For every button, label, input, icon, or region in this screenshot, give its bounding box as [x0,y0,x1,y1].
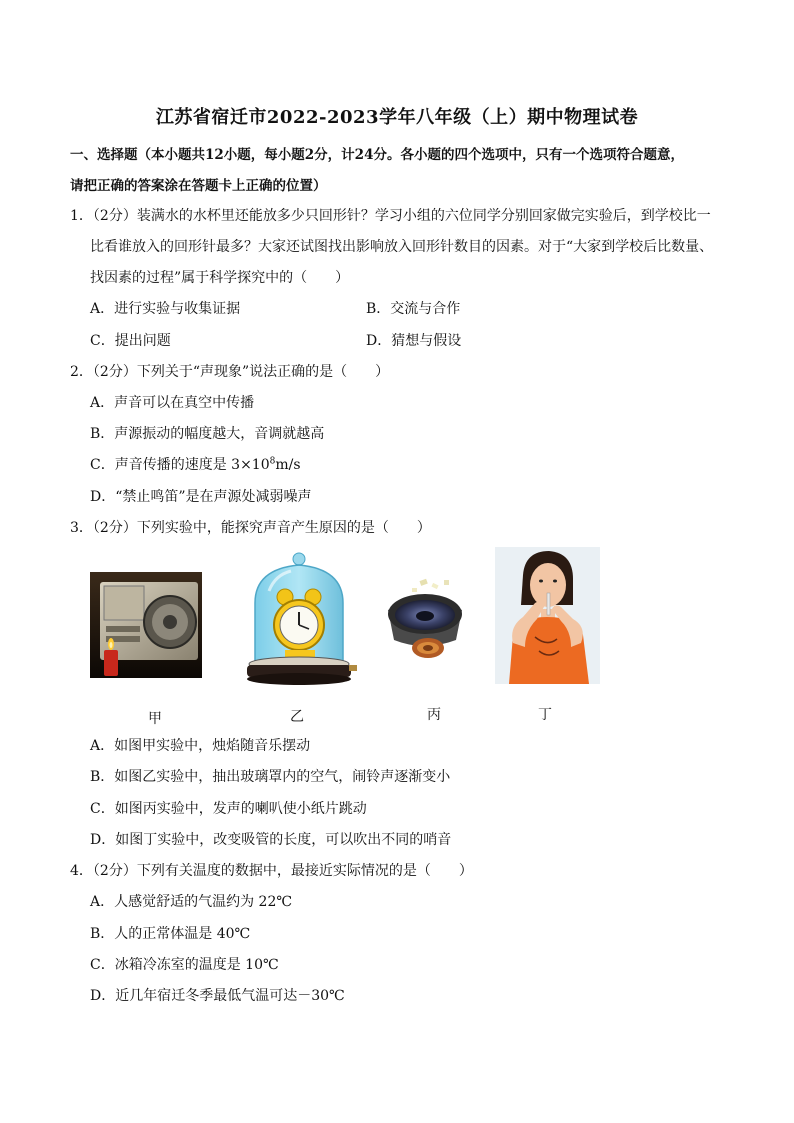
page-title: 江苏省宿迁市2022-2023学年八年级（上）期中物理试卷 [155,107,639,128]
option-c-text: C．声音传播的速度是 3×10 [90,457,270,473]
section-heading-line: 请把正确的答案涂在答题卡上正确的位置） [70,178,327,194]
figure-speaker-paper [384,578,466,666]
figure-label-bing: 丙 [427,707,441,723]
question-2-option-c[interactable] [90,455,301,475]
question-3-stem: 3．（2分）下列实验中，能探究声音产生原因的是（ ） [70,520,431,536]
question-1-stem-line: 找因素的过程”属于科学探究中的（ ） [90,270,350,286]
question-3-option-d[interactable]: D．如图丁实验中，改变吸管的长度，可以吹出不同的哨音 [90,832,452,848]
question-1-option-b[interactable]: B．交流与合作 [366,301,461,317]
figure-label-jia: 甲 [148,711,162,727]
question-3-option-c[interactable]: C．如图丙实验中，发声的喇叭使小纸片跳动 [90,801,367,817]
question-1-stem-line: 比看谁放入的回形针最多？大家还试图找出影响放入回形针数目的因素。对于“大家到学校后比数量、 [90,239,714,255]
question-1-stem-line: 1．（2分）装满水的水杯里还能放多少只回形针？学习小组的六位同学分别回家做完实验后，到学校比一 [70,208,711,224]
question-1-option-a[interactable]: A．进行实验与收集证据 [90,301,241,317]
question-2-option-d[interactable]: D．“禁止鸣笛”是在声源处减弱噪声 [90,489,312,505]
exponent: 8 [269,456,276,467]
question-2-stem: 2．（2分）下列关于“声现象”说法正确的是（ ） [70,364,390,380]
question-1-option-d[interactable]: D．猜想与假设 [366,333,462,349]
figure-radio-candle [90,572,202,678]
unit: m/s [275,457,301,473]
figure-label-yi: 乙 [290,709,304,725]
question-4-option-d[interactable]: D．近几年宿迁冬季最低气温可达－30℃ [90,988,345,1004]
question-2-option-b[interactable]: B．声源振动的幅度越大，音调就越高 [90,426,325,442]
question-3-option-a[interactable]: A．如图甲实验中，烛焰随音乐摆动 [90,738,311,754]
question-4-option-a[interactable]: A．人感觉舒适的气温约为 22℃ [90,894,293,910]
section-heading [70,140,730,202]
question-1-option-c[interactable]: C．提出问题 [90,333,171,349]
question-4-option-c[interactable]: C．冰箱冷冻室的温度是 10℃ [90,957,279,973]
question-2-option-a[interactable]: A．声音可以在真空中传播 [90,395,255,411]
figure-label-ding: 丁 [538,707,552,723]
figure-woman-straw-whistle [495,547,600,684]
question-4-option-b[interactable]: B．人的正常体温是 40℃ [90,926,251,942]
figure-bell-jar-alarm-clock [245,551,360,689]
question-3-option-b[interactable]: B．如图乙实验中，抽出玻璃罩内的空气，闹铃声逐渐变小 [90,769,451,785]
question-4-stem: 4．（2分）下列有关温度的数据中，最接近实际情况的是（ ） [70,863,473,879]
section-heading-line: 一、选择题（本小题共12小题，每小题2分，计24分。各小题的四个选项中，只有一个选项符合题意， [70,147,684,163]
